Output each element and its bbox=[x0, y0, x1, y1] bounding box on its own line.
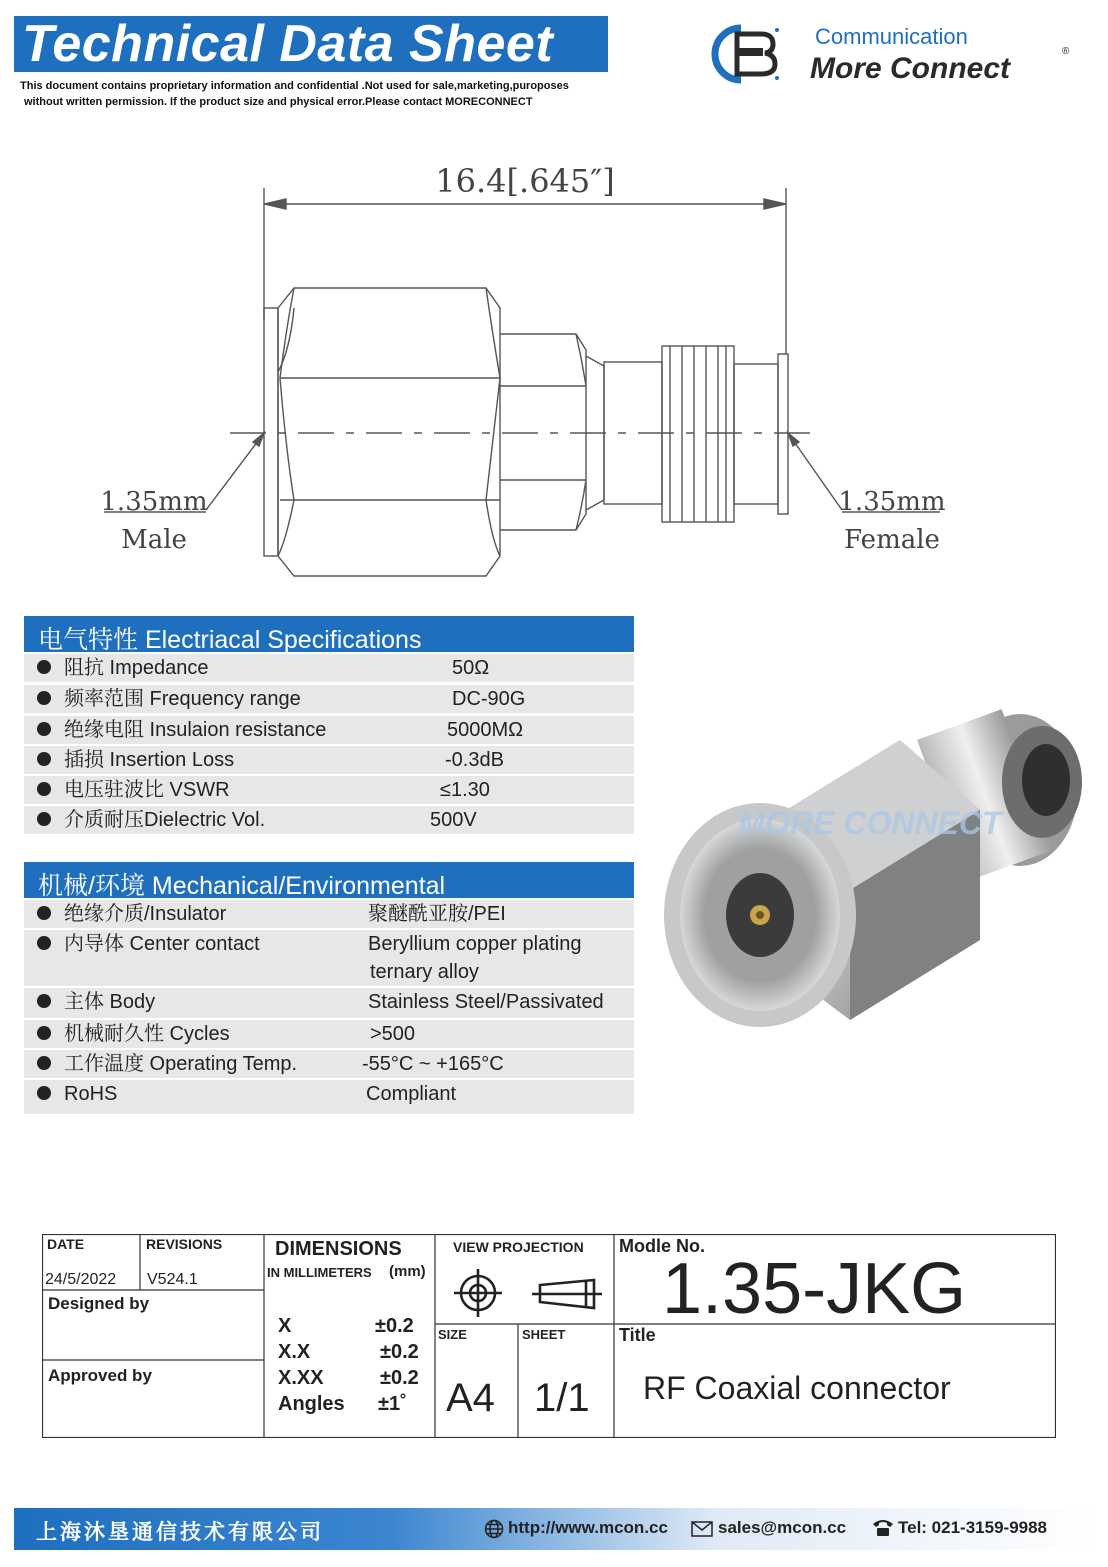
globe-icon bbox=[484, 1519, 504, 1539]
spec-label: 频率范围 Frequency range bbox=[64, 688, 301, 710]
projection-symbol-icon bbox=[454, 1269, 602, 1317]
title-value: RF Coaxial connector bbox=[643, 1370, 951, 1406]
bullet-icon bbox=[37, 1026, 51, 1040]
electrical-heading: 电气特性 Electriacal Specifications bbox=[24, 616, 634, 652]
tolerance-value: ±1˚ bbox=[378, 1393, 407, 1415]
model-label: Modle No. bbox=[619, 1236, 705, 1256]
spec-row bbox=[24, 930, 634, 986]
date-value: 24/5/2022 bbox=[45, 1271, 117, 1288]
bullet-icon bbox=[37, 722, 51, 736]
view-projection-label: VIEW PROJECTION bbox=[453, 1239, 584, 1255]
bullet-icon bbox=[37, 1086, 51, 1100]
bullet-icon bbox=[37, 994, 51, 1008]
dimensions-label: DIMENSIONS bbox=[275, 1238, 402, 1260]
page-title: Technical Data Sheet bbox=[22, 15, 554, 73]
size-value: A4 bbox=[446, 1376, 495, 1420]
website-link[interactable]: http://www.mcon.cc bbox=[508, 1518, 668, 1537]
model-value: 1.35-JKG bbox=[662, 1249, 967, 1329]
spec-value: -0.3dB bbox=[445, 749, 504, 771]
revisions-value: V524.1 bbox=[147, 1271, 198, 1288]
size-label: SIZE bbox=[438, 1327, 467, 1342]
tolerance-value: ±0.2 bbox=[380, 1341, 419, 1363]
email-link[interactable]: sales@mcon.cc bbox=[718, 1518, 847, 1537]
spec-value: Stainless Steel/Passivated bbox=[368, 991, 604, 1013]
spec-value: -55°C ~ +165°C bbox=[362, 1053, 504, 1075]
spec-value: 5000MΩ bbox=[447, 719, 524, 741]
tolerance-label: X.X bbox=[278, 1341, 311, 1363]
units-label: IN MILLIMETERS bbox=[267, 1265, 372, 1280]
male-size-label: 1.35mm bbox=[100, 487, 208, 517]
brand-tagline: Communication bbox=[815, 24, 968, 49]
spec-label: 阻抗 Impedance bbox=[64, 657, 209, 679]
phone-icon bbox=[871, 1518, 895, 1538]
notice-line-1: This document contains proprietary information and confidential .Not used for sale,marketing,puroposes bbox=[20, 80, 569, 92]
units-value: (mm) bbox=[389, 1263, 426, 1280]
spec-row bbox=[24, 746, 634, 774]
tolerance-value: ±0.2 bbox=[380, 1367, 419, 1389]
designed-by-label: Designed by bbox=[48, 1294, 150, 1313]
spec-value: 500V bbox=[430, 809, 477, 831]
male-label: Male bbox=[121, 525, 187, 555]
spec-row bbox=[24, 1080, 634, 1114]
spec-label: 机械耐久性 Cycles bbox=[64, 1023, 230, 1045]
spec-label: 绝缘介质/Insulator bbox=[64, 903, 227, 925]
overall-dimension: 16.4[.645″] bbox=[435, 162, 615, 200]
spec-value: Compliant bbox=[366, 1083, 457, 1105]
bullet-icon bbox=[37, 936, 51, 950]
sheet-value: 1/1 bbox=[534, 1376, 590, 1420]
bullet-icon bbox=[37, 812, 51, 826]
brand-name: More Connect bbox=[810, 52, 1011, 85]
spec-value: Beryllium copper plating bbox=[368, 933, 582, 955]
spec-label: 主体 Body bbox=[64, 991, 156, 1013]
spec-row bbox=[24, 685, 634, 713]
female-size-label: 1.35mm bbox=[838, 487, 946, 517]
spec-label: 内导体 Center contact bbox=[64, 933, 260, 955]
bullet-icon bbox=[37, 691, 51, 705]
mail-icon bbox=[691, 1521, 713, 1537]
bullet-icon bbox=[37, 782, 51, 796]
spec-row bbox=[24, 776, 634, 804]
notice-line-2: without written permission. If the product size and physical error.Please contact MORECONNECT bbox=[24, 96, 533, 108]
revisions-label: REVISIONS bbox=[146, 1236, 223, 1252]
spec-row bbox=[24, 654, 634, 682]
connector-drawing bbox=[90, 150, 960, 590]
spec-row bbox=[24, 716, 634, 744]
approved-by-label: Approved by bbox=[48, 1366, 152, 1385]
spec-value: ≤1.30 bbox=[440, 779, 490, 801]
spec-row bbox=[24, 1050, 634, 1078]
spec-row bbox=[24, 988, 634, 1018]
registered-mark: ® bbox=[1062, 46, 1070, 57]
spec-row bbox=[24, 1020, 634, 1048]
female-label: Female bbox=[844, 525, 940, 555]
spec-label: 介质耐压Dielectric Vol. bbox=[64, 809, 266, 831]
spec-value: >500 bbox=[370, 1023, 416, 1045]
bullet-icon bbox=[37, 1056, 51, 1070]
tolerance-label: Angles bbox=[278, 1393, 345, 1415]
spec-value: 聚醚酰亚胺/PEI bbox=[368, 903, 506, 925]
spec-label: RoHS bbox=[64, 1083, 118, 1105]
tolerance-label: X bbox=[278, 1315, 292, 1337]
tolerance-label: X.XX bbox=[278, 1367, 324, 1389]
spec-value-line2: ternary alloy bbox=[370, 961, 479, 983]
photo-watermark: MORE CONNECT bbox=[738, 805, 1002, 841]
phone-number: Tel: 021-3159-9988 bbox=[898, 1518, 1048, 1537]
company-logo-icon bbox=[703, 22, 779, 84]
bullet-icon bbox=[37, 660, 51, 674]
spec-label: 插损 Insertion Loss bbox=[64, 749, 235, 771]
spec-value: DC-90G bbox=[452, 688, 526, 710]
sheet-label: SHEET bbox=[522, 1327, 566, 1342]
title-label: Title bbox=[619, 1325, 656, 1345]
spec-value: 50Ω bbox=[452, 657, 490, 679]
spec-row bbox=[24, 900, 634, 928]
spec-label: 绝缘电阻 Insulaion resistance bbox=[64, 719, 327, 741]
bullet-icon bbox=[37, 906, 51, 920]
company-name-cn: 上海沐垦通信技术有限公司 bbox=[36, 1519, 324, 1544]
spec-label: 电压驻波比 VSWR bbox=[64, 779, 230, 801]
date-label: DATE bbox=[47, 1236, 85, 1252]
mechanical-heading: 机械/环境 Mechanical/Environmental bbox=[24, 862, 634, 898]
spec-label: 工作温度 Operating Temp. bbox=[64, 1053, 298, 1075]
bullet-icon bbox=[37, 752, 51, 766]
spec-row bbox=[24, 806, 634, 834]
tolerance-value: ±0.2 bbox=[375, 1315, 414, 1337]
product-photo bbox=[650, 700, 1090, 1070]
